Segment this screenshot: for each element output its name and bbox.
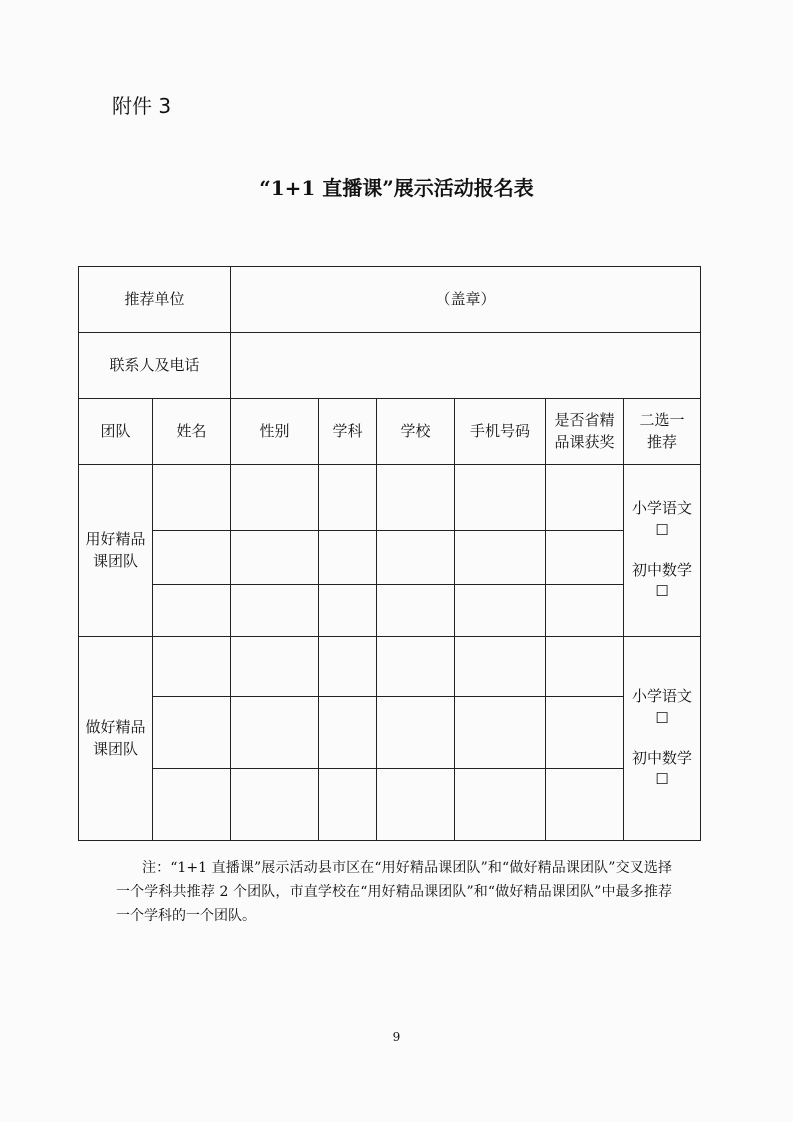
table-cell[interactable] <box>231 531 319 585</box>
table-cell[interactable] <box>153 769 231 841</box>
recommend-unit-field[interactable] <box>231 267 701 333</box>
team1-option-junior-math: 初中数学 <box>632 560 693 579</box>
team2-checkbox-primary-chinese[interactable]: ☐ <box>655 708 669 727</box>
table-cell[interactable] <box>546 585 624 637</box>
team2-choice-cell <box>624 637 701 841</box>
table-cell[interactable] <box>455 465 546 531</box>
header-name: 姓名 <box>153 399 231 465</box>
table-cell[interactable] <box>546 697 624 769</box>
header-subject: 学科 <box>319 399 377 465</box>
header-award: 是否省精品课获奖 <box>546 399 624 465</box>
header-school: 学校 <box>377 399 455 465</box>
table-cell[interactable] <box>153 531 231 585</box>
table-cell[interactable] <box>153 697 231 769</box>
table-cell[interactable] <box>455 769 546 841</box>
table-cell[interactable] <box>319 769 377 841</box>
footnote: 注：“1+1 直播课”展示活动县市区在“用好精品课团队”和“做好精品课团队”交叉选择一个学科共推荐 2 个团队，市直学校在“用好精品课团队”和“做好精品课团队”中最多推荐一个学科的一个团队。 <box>116 860 672 924</box>
table-cell[interactable] <box>546 531 624 585</box>
table-cell[interactable] <box>231 585 319 637</box>
header-choice: 二选一推荐 <box>624 399 701 465</box>
table-cell[interactable] <box>455 637 546 697</box>
header-gender: 性别 <box>231 399 319 465</box>
table-cell[interactable] <box>546 769 624 841</box>
header-phone: 手机号码 <box>455 399 546 465</box>
team1-checkbox-junior-math[interactable]: ☐ <box>655 582 669 601</box>
table-cell[interactable] <box>231 697 319 769</box>
team1-option-primary-chinese: 小学语文 <box>632 499 693 517</box>
table-cell[interactable] <box>153 585 231 637</box>
team2-option-junior-math: 初中数学 <box>632 748 693 767</box>
table-cell[interactable] <box>377 585 455 637</box>
table-cell[interactable] <box>455 585 546 637</box>
team2-checkbox-junior-math[interactable]: ☐ <box>655 770 669 789</box>
table-cell[interactable] <box>231 465 319 531</box>
page-number: 9 <box>392 1030 401 1044</box>
attachment-label: 附件 3 <box>112 94 172 118</box>
table-cell[interactable] <box>455 531 546 585</box>
table-cell[interactable] <box>319 637 377 697</box>
registration-form-table <box>78 266 701 841</box>
table-cell[interactable] <box>455 697 546 769</box>
table-cell[interactable] <box>231 769 319 841</box>
table-cell[interactable] <box>319 465 377 531</box>
table-cell[interactable] <box>319 697 377 769</box>
table-cell[interactable] <box>377 637 455 697</box>
team2-label: 做好精品课团队 <box>79 637 153 841</box>
table-cell[interactable] <box>377 531 455 585</box>
team1-checkbox-primary-chinese[interactable]: ☐ <box>655 520 669 539</box>
table-cell[interactable] <box>546 637 624 697</box>
table-cell[interactable] <box>153 637 231 697</box>
table-cell[interactable] <box>377 465 455 531</box>
team1-label: 用好精品课团队 <box>79 465 153 637</box>
contact-field[interactable] <box>231 333 701 399</box>
table-cell[interactable] <box>319 531 377 585</box>
table-cell[interactable] <box>319 585 377 637</box>
table-cell[interactable] <box>546 465 624 531</box>
table-cell[interactable] <box>377 769 455 841</box>
contact-label: 联系人及电话 <box>79 333 231 399</box>
recommend-unit-label: 推荐单位 <box>79 267 231 333</box>
table-cell[interactable] <box>231 637 319 697</box>
header-team: 团队 <box>79 399 153 465</box>
table-cell[interactable] <box>377 697 455 769</box>
page-title: “1+1 直播课”展示活动报名表 <box>259 176 534 200</box>
table-cell[interactable] <box>153 465 231 531</box>
seal-text: （盖章） <box>435 289 496 308</box>
team2-option-primary-chinese: 小学语文 <box>632 687 693 705</box>
team1-choice-cell <box>624 465 701 637</box>
